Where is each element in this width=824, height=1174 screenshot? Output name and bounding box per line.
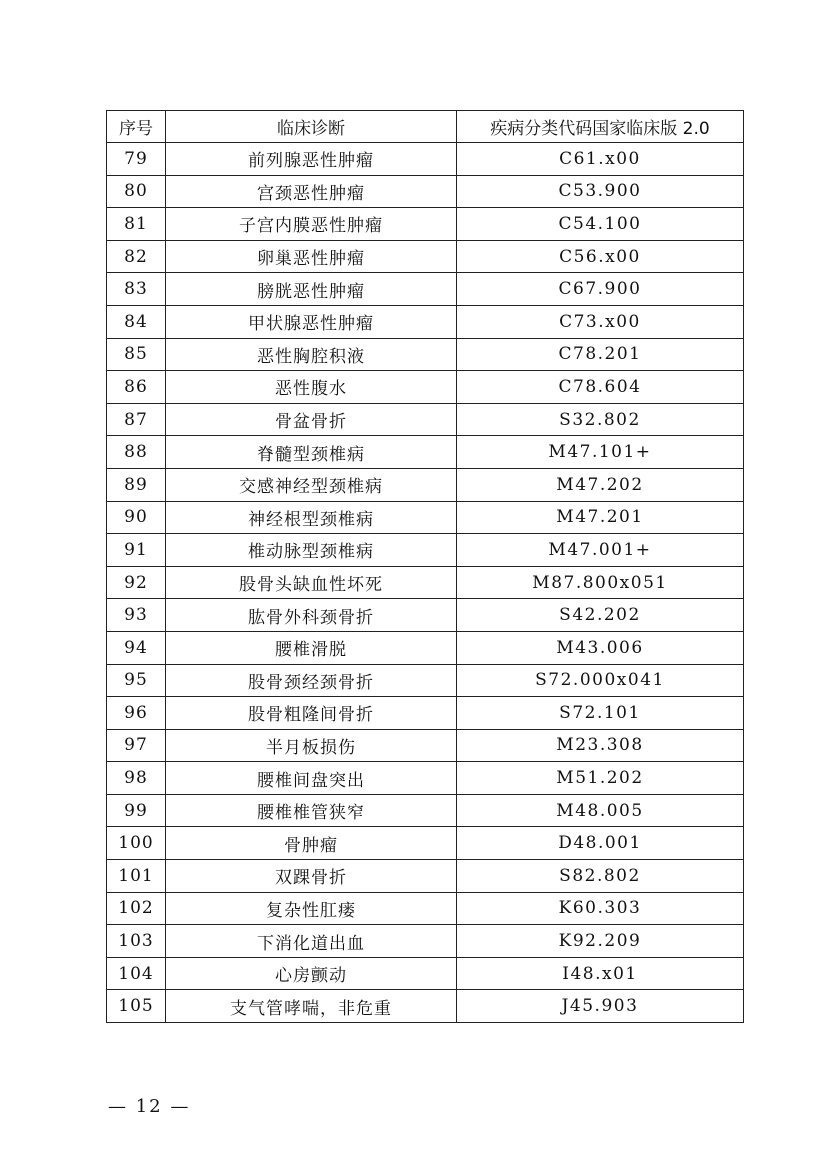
row-diagnosis: 椎动脉型颈椎病 bbox=[166, 534, 457, 567]
row-diagnosis: 膀胱恶性肿瘤 bbox=[166, 273, 457, 306]
row-seq: 102 bbox=[107, 892, 166, 925]
table-row bbox=[107, 664, 744, 697]
table-row bbox=[107, 697, 744, 730]
row-code: C53.900 bbox=[457, 175, 744, 208]
row-diagnosis: 骨盆骨折 bbox=[166, 403, 457, 436]
table-row bbox=[107, 468, 744, 501]
row-seq: 89 bbox=[107, 468, 166, 501]
row-diagnosis: 复杂性肛瘘 bbox=[166, 892, 457, 925]
row-code: J45.903 bbox=[457, 990, 744, 1023]
table-body bbox=[107, 143, 744, 1023]
row-seq: 84 bbox=[107, 305, 166, 338]
row-seq: 92 bbox=[107, 566, 166, 599]
table-row bbox=[107, 371, 744, 404]
table-row bbox=[107, 990, 744, 1023]
row-code: D48.001 bbox=[457, 827, 744, 860]
row-seq: 91 bbox=[107, 534, 166, 567]
table-row bbox=[107, 762, 744, 795]
row-diagnosis: 双踝骨折 bbox=[166, 860, 457, 893]
row-diagnosis: 腰椎间盘突出 bbox=[166, 762, 457, 795]
row-seq: 90 bbox=[107, 501, 166, 534]
table-header-row bbox=[107, 111, 744, 143]
row-code: M47.202 bbox=[457, 468, 744, 501]
table-row bbox=[107, 860, 744, 893]
row-diagnosis: 脊髓型颈椎病 bbox=[166, 436, 457, 469]
row-code: C61.x00 bbox=[457, 143, 744, 176]
table-row bbox=[107, 305, 744, 338]
row-code: M43.006 bbox=[457, 631, 744, 664]
row-code: M47.201 bbox=[457, 501, 744, 534]
row-diagnosis: 支气管哮喘，非危重 bbox=[166, 990, 457, 1023]
table-row bbox=[107, 501, 744, 534]
row-seq: 79 bbox=[107, 143, 166, 176]
table-row bbox=[107, 925, 744, 958]
row-code: C78.604 bbox=[457, 371, 744, 404]
row-seq: 82 bbox=[107, 240, 166, 273]
row-code: M48.005 bbox=[457, 794, 744, 827]
row-seq: 93 bbox=[107, 599, 166, 632]
table-row bbox=[107, 403, 744, 436]
row-code: S82.802 bbox=[457, 860, 744, 893]
page-number: — 12 — bbox=[108, 1096, 191, 1117]
table-row bbox=[107, 892, 744, 925]
table-row bbox=[107, 338, 744, 371]
table-row bbox=[107, 729, 744, 762]
row-diagnosis: 腰椎椎管狭窄 bbox=[166, 794, 457, 827]
table-row bbox=[107, 208, 744, 241]
row-code: K92.209 bbox=[457, 925, 744, 958]
row-seq: 87 bbox=[107, 403, 166, 436]
row-code: M47.001+ bbox=[457, 534, 744, 567]
row-code: M87.800x051 bbox=[457, 566, 744, 599]
row-diagnosis: 子宫内膜恶性肿瘤 bbox=[166, 208, 457, 241]
table-row bbox=[107, 143, 744, 176]
table-row bbox=[107, 957, 744, 990]
row-seq: 101 bbox=[107, 860, 166, 893]
row-diagnosis: 恶性腹水 bbox=[166, 371, 457, 404]
row-seq: 98 bbox=[107, 762, 166, 795]
row-diagnosis: 宫颈恶性肿瘤 bbox=[166, 175, 457, 208]
row-code: M23.308 bbox=[457, 729, 744, 762]
row-seq: 105 bbox=[107, 990, 166, 1023]
row-diagnosis: 骨肿瘤 bbox=[166, 827, 457, 860]
row-seq: 85 bbox=[107, 338, 166, 371]
diagnosis-code-table bbox=[106, 110, 744, 1023]
header-diagnosis: 临床诊断 bbox=[166, 111, 457, 143]
row-diagnosis: 心房颤动 bbox=[166, 957, 457, 990]
table-row bbox=[107, 566, 744, 599]
row-diagnosis: 腰椎滑脱 bbox=[166, 631, 457, 664]
table-row bbox=[107, 599, 744, 632]
row-seq: 96 bbox=[107, 697, 166, 730]
row-diagnosis: 股骨颈经颈骨折 bbox=[166, 664, 457, 697]
row-seq: 99 bbox=[107, 794, 166, 827]
table-row bbox=[107, 794, 744, 827]
table-row bbox=[107, 436, 744, 469]
table-row bbox=[107, 534, 744, 567]
table-row bbox=[107, 175, 744, 208]
header-seq: 序号 bbox=[107, 111, 166, 143]
row-seq: 88 bbox=[107, 436, 166, 469]
row-code: C73.x00 bbox=[457, 305, 744, 338]
table-row bbox=[107, 631, 744, 664]
row-code: I48.x01 bbox=[457, 957, 744, 990]
row-seq: 80 bbox=[107, 175, 166, 208]
row-code: C54.100 bbox=[457, 208, 744, 241]
row-diagnosis: 下消化道出血 bbox=[166, 925, 457, 958]
row-diagnosis: 恶性胸腔积液 bbox=[166, 338, 457, 371]
row-code: C78.201 bbox=[457, 338, 744, 371]
row-code: S72.000x041 bbox=[457, 664, 744, 697]
row-diagnosis: 交感神经型颈椎病 bbox=[166, 468, 457, 501]
row-seq: 104 bbox=[107, 957, 166, 990]
header-code: 疾病分类代码国家临床版 2.0 bbox=[457, 111, 744, 143]
table-row bbox=[107, 273, 744, 306]
row-seq: 95 bbox=[107, 664, 166, 697]
row-code: M51.202 bbox=[457, 762, 744, 795]
table-row bbox=[107, 827, 744, 860]
row-seq: 86 bbox=[107, 371, 166, 404]
row-code: C56.x00 bbox=[457, 240, 744, 273]
row-seq: 83 bbox=[107, 273, 166, 306]
row-seq: 100 bbox=[107, 827, 166, 860]
row-code: S42.202 bbox=[457, 599, 744, 632]
row-code: K60.303 bbox=[457, 892, 744, 925]
row-diagnosis: 前列腺恶性肿瘤 bbox=[166, 143, 457, 176]
row-seq: 103 bbox=[107, 925, 166, 958]
row-diagnosis: 股骨头缺血性坏死 bbox=[166, 566, 457, 599]
row-diagnosis: 甲状腺恶性肿瘤 bbox=[166, 305, 457, 338]
row-seq: 97 bbox=[107, 729, 166, 762]
row-seq: 94 bbox=[107, 631, 166, 664]
row-diagnosis: 股骨粗隆间骨折 bbox=[166, 697, 457, 730]
row-diagnosis: 神经根型颈椎病 bbox=[166, 501, 457, 534]
row-diagnosis: 肱骨外科颈骨折 bbox=[166, 599, 457, 632]
row-code: M47.101+ bbox=[457, 436, 744, 469]
row-code: C67.900 bbox=[457, 273, 744, 306]
row-code: S32.802 bbox=[457, 403, 744, 436]
table-row bbox=[107, 240, 744, 273]
row-diagnosis: 卵巢恶性肿瘤 bbox=[166, 240, 457, 273]
row-diagnosis: 半月板损伤 bbox=[166, 729, 457, 762]
row-code: S72.101 bbox=[457, 697, 744, 730]
row-seq: 81 bbox=[107, 208, 166, 241]
